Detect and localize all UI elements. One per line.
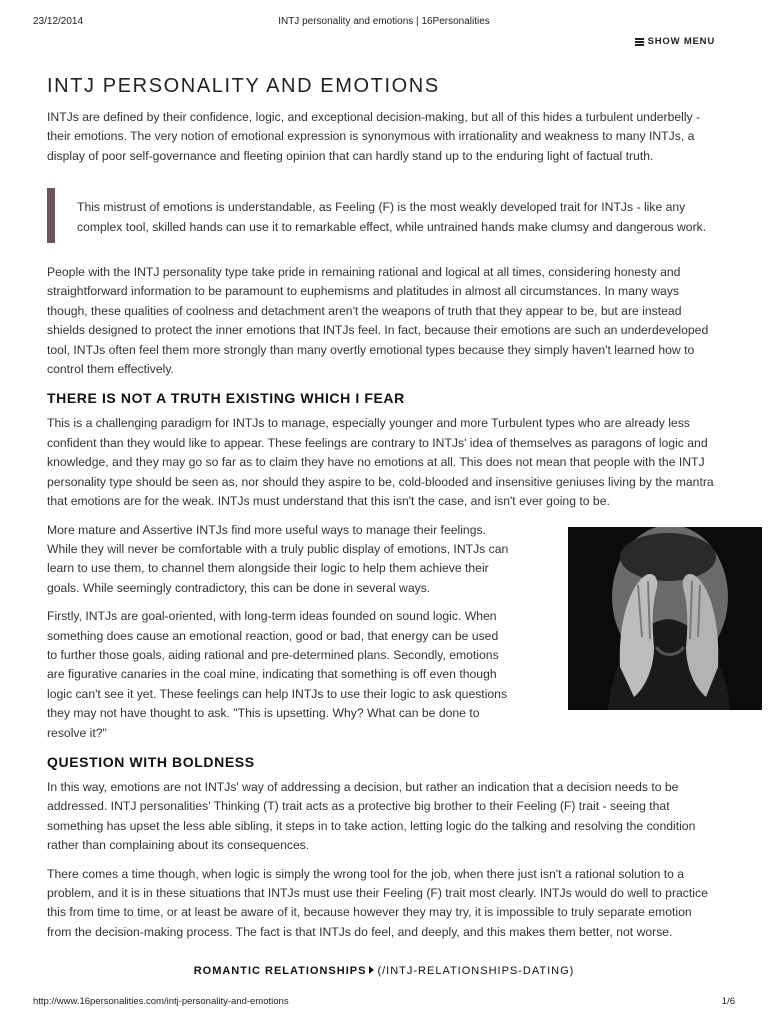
article-title: INTJ PERSONALITY AND EMOTIONS — [47, 75, 440, 97]
body-paragraph: There comes a time though, when logic is simply the wrong tool for the job, when there just isn't a rational solution to a problem, and it is in these situations that INTJs must use their Feeling (F) trait most clearly. INTJs would do well to practice this from time to time, or at least be aware of it, because however they may try, it is impossible to truly separate emotion from the decision-making process. The fact is that INTJs do feel, and deeply, and this makes them better, not worse. — [47, 866, 708, 939]
print-date: 23/12/2014 — [33, 16, 84, 27]
section-heading: THERE IS NOT A TRUTH EXISTING WHICH I FEAR — [47, 390, 405, 407]
print-header — [0, 16, 768, 30]
page-number: 1/6 — [721, 996, 735, 1007]
print-page-title: INTJ personality and emotions | 16Personalities — [278, 16, 490, 27]
pull-quote — [47, 188, 715, 243]
hamburger-icon — [635, 38, 644, 45]
next-page-label: ROMANTIC RELATIONSHIPS — [193, 965, 367, 977]
page-url: http://www.16personalities.com/intj-personality-and-emotions — [33, 996, 289, 1007]
body-paragraph: Firstly, INTJs are goal-oriented, with long-term ideas founded on sound logic. When something does cause an emotional reaction, good or bad, that energy can be used to further those goals, aiding rational and pre-determined plans. Secondly, emotions are figurative canaries in the coal mine, indicating that something is off even though logic can't see it yet. These feelings can help INTJs to use their logic to ask questions they may not have thought to ask. "This is upsetting. Why? What can be done to resolve it?" — [47, 609, 508, 740]
body-paragraph: This is a challenging paradigm for INTJs to manage, especially younger and more Turbulent types who are already less confident than they would like to appear. These feelings are contrary to INTJs' idea of themselves as paragons of logic and knowledge, and they may go so far as to claim they have no emotions at all. This does not mean that people with the INTJ personality type should be seen as, nor should they aspire to be, cold-blooded and insensitive geniuses living by the mantra that emotions are for the weak. INTJs must understand that this isn't the case, and isn't ever going to be. — [47, 416, 714, 509]
next-page-link[interactable] — [0, 965, 768, 977]
pull-quote-text: This mistrust of emotions is understandable, as Feeling (F) is the most weakly developed trait for INTJs - like any complex tool, skilled hands can use it to remarkable effect, while untrained hands make clumsy and dangerous work. — [77, 200, 707, 234]
intro-paragraph: INTJs are defined by their confidence, logic, and exceptional decision-making, but all of this hides a turbulent underbelly - their emotions. The very notion of emotional expression is synonymous with irrationality and weakness to many INTJs, a display of poor self-governance and fleeting opinion that can hardly stand up to the enduring light of factual truth. — [47, 110, 701, 163]
body-paragraph: More mature and Assertive INTJs find more useful ways to manage their feelings. While they will never be comfortable with a truly public display of emotions, INTJs can learn to use them, to channel them alongside their logic to help them achieve their goals. While seemingly contradictory, this can be done in several ways. — [47, 522, 509, 595]
show-menu-button[interactable] — [635, 36, 715, 47]
show-menu-label: SHOW MENU — [647, 36, 715, 47]
man-covering-face-photo — [568, 527, 762, 710]
body-paragraph: In this way, emotions are not INTJs' way of addressing a decision, but rather an indication that a decision needs to be addressed. INTJ personalities' Thinking (T) trait acts as a protective big brother to their Feeling (F) trait - seeing that something has upset the less able sibling, it steps in to take action, letting logic do the talking and resolving the condition rather than complaining about its consequences. — [47, 779, 696, 853]
caret-right-icon — [369, 966, 374, 974]
next-page-path: (/INTJ-RELATIONSHIPS-DATING) — [377, 965, 575, 977]
body-paragraph: People with the INTJ personality type take pride in remaining rational and logical at all times, considering honesty and straightforward information to be paramount to euphemisms and platitudes in almost all circumstances. In many ways though, these qualities of coolness and detachment aren't the weapons of truth that they appear to be, but are instead shields designed to protect the inner emotions that INTJs feel. In fact, because their emotions are such an underdeveloped tool, INTJs often feel them more strongly than many overtly emotional types because they simply haven't learned how to control them effectively. — [47, 265, 709, 377]
photo-section — [47, 521, 715, 743]
section-heading: QUESTION WITH BOLDNESS — [47, 753, 255, 770]
article — [47, 72, 715, 951]
